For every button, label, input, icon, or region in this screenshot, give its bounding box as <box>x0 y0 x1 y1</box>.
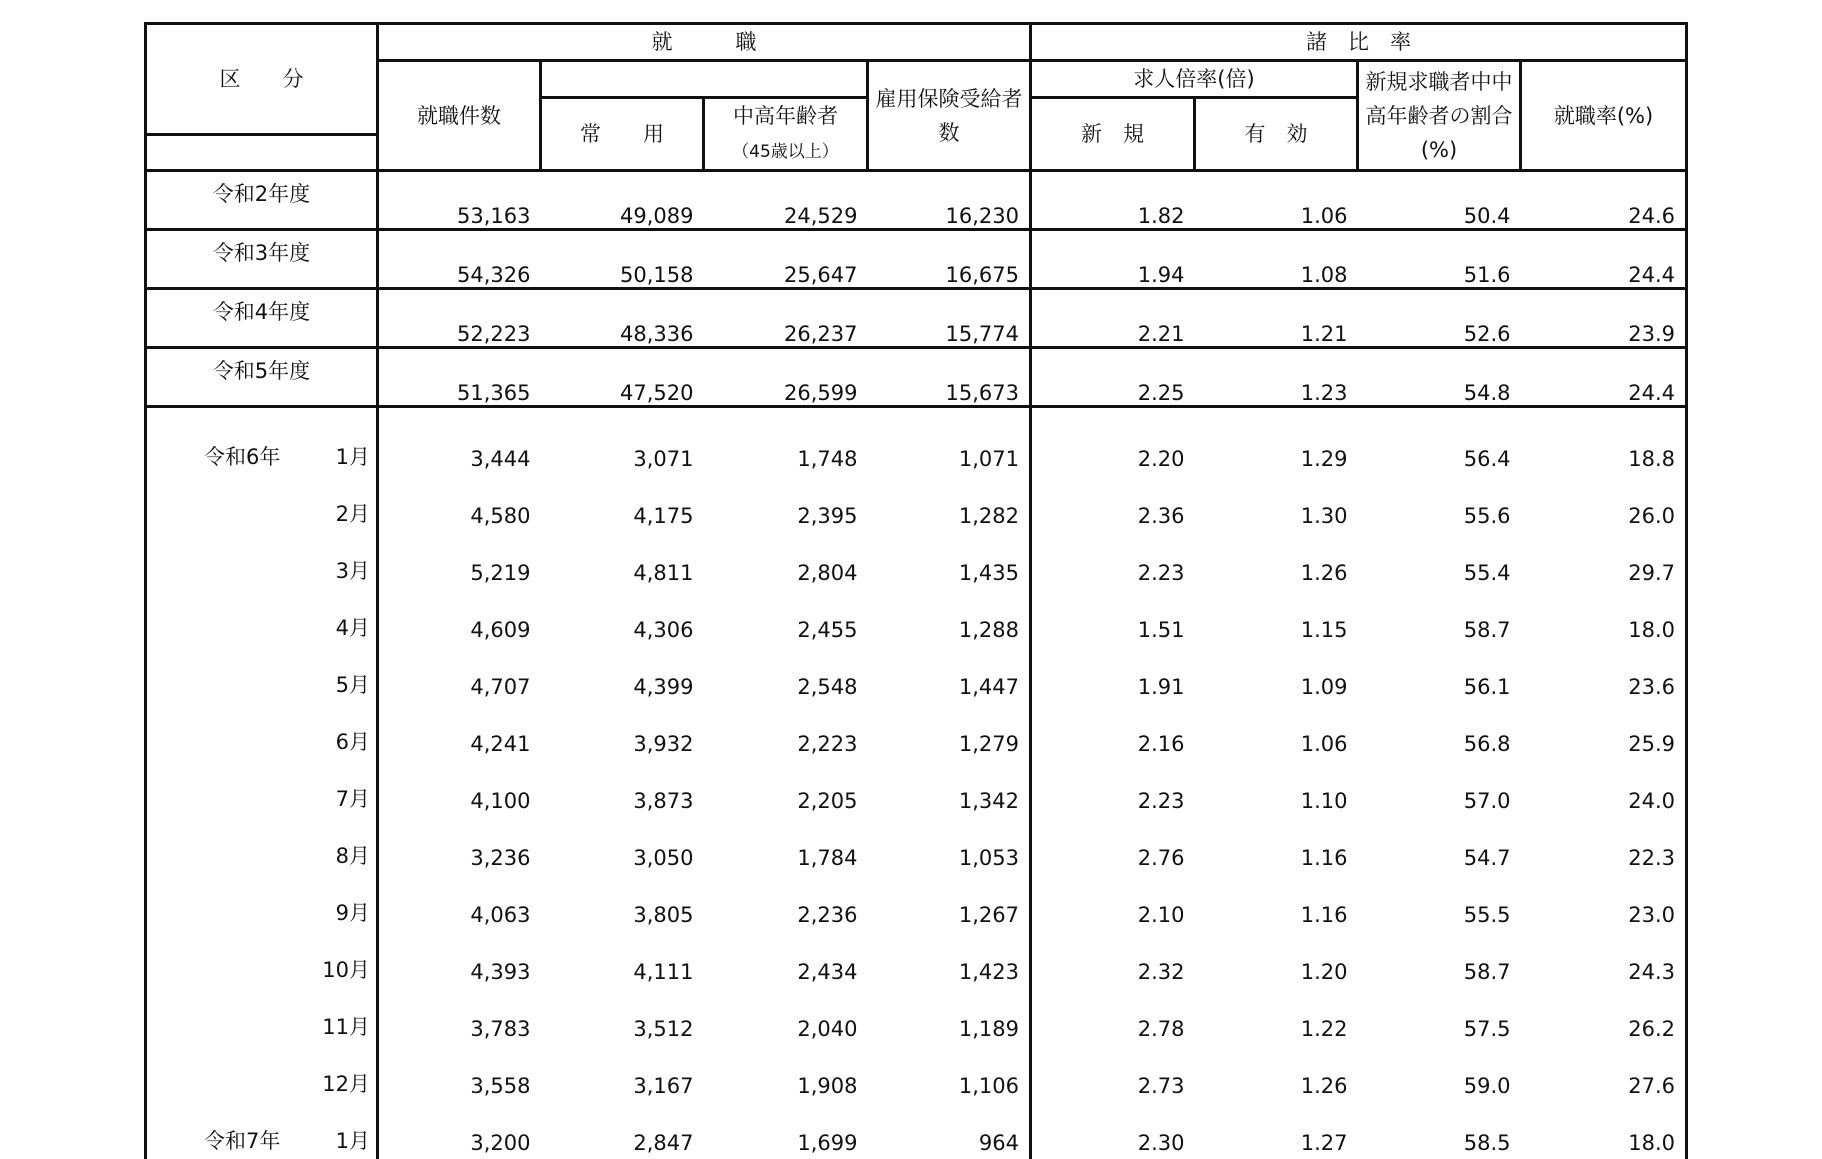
cell-value: 3,071 <box>541 418 704 475</box>
cell-value: 2,847 <box>541 1102 704 1159</box>
spacer-cell <box>704 407 868 419</box>
row-label: 令和4年度 <box>146 289 378 348</box>
cell-value: 1,071 <box>868 418 1031 475</box>
cell-value: 58.7 <box>1358 931 1521 988</box>
cell-value: 1.15 <box>1195 589 1358 646</box>
cell-value: 2,455 <box>704 589 868 646</box>
row-month: 5月 <box>336 669 370 699</box>
employment-statistics-table-container <box>144 22 1685 1086</box>
cell-value: 4,306 <box>541 589 704 646</box>
cell-value: 4,399 <box>541 646 704 703</box>
spacer-cell <box>541 407 704 419</box>
cell-value: 24.0 <box>1521 760 1687 817</box>
spacer-cell <box>1031 407 1195 419</box>
cell-value: 3,932 <box>541 703 704 760</box>
header-placements: 就職件数 <box>378 61 541 171</box>
cell-value: 4,609 <box>378 589 541 646</box>
cell-value: 51.6 <box>1358 230 1521 289</box>
row-month: 4月 <box>336 612 370 642</box>
cell-value: 3,050 <box>541 817 704 874</box>
row-label <box>146 589 378 646</box>
cell-value: 964 <box>868 1102 1031 1159</box>
cell-value: 18.0 <box>1521 589 1687 646</box>
cell-value: 1.16 <box>1195 874 1358 931</box>
cell-value: 15,673 <box>868 348 1031 407</box>
row-label <box>146 931 378 988</box>
cell-value: 1,447 <box>868 646 1031 703</box>
month-row <box>146 817 1687 874</box>
row-month: 1月 <box>336 1125 370 1155</box>
cell-value: 2,804 <box>704 532 868 589</box>
header-category: 区 分 <box>146 24 378 135</box>
row-month: 1月 <box>336 441 370 471</box>
cell-value: 2.78 <box>1031 988 1195 1045</box>
cell-value: 27.6 <box>1521 1045 1687 1102</box>
cell-value: 2.30 <box>1031 1102 1195 1159</box>
cell-value: 53,163 <box>378 171 541 230</box>
row-label <box>146 817 378 874</box>
spacer-cell <box>1358 407 1521 419</box>
cell-value: 25.9 <box>1521 703 1687 760</box>
cell-value: 51,365 <box>378 348 541 407</box>
cell-value: 4,393 <box>378 931 541 988</box>
cell-value: 2.76 <box>1031 817 1195 874</box>
spacer-row <box>146 407 1687 419</box>
row-label <box>146 703 378 760</box>
spacer-cell <box>378 407 541 419</box>
cell-value: 24.4 <box>1521 348 1687 407</box>
cell-value: 1.91 <box>1031 646 1195 703</box>
cell-value: 1,342 <box>868 760 1031 817</box>
cell-value: 2.32 <box>1031 931 1195 988</box>
cell-value: 24.4 <box>1521 230 1687 289</box>
year-row <box>146 230 1687 289</box>
cell-value: 1.26 <box>1195 1045 1358 1102</box>
cell-value: 2,434 <box>704 931 868 988</box>
header-category-spacer <box>146 134 378 171</box>
cell-value: 1,784 <box>704 817 868 874</box>
cell-value: 1,288 <box>868 589 1031 646</box>
cell-value: 1.30 <box>1195 475 1358 532</box>
cell-value: 1,748 <box>704 418 868 475</box>
month-row <box>146 931 1687 988</box>
header-middle-aged-note: （45歳以上） <box>732 142 839 162</box>
header-new: 新 規 <box>1031 98 1195 171</box>
cell-value: 24.3 <box>1521 931 1687 988</box>
cell-value: 57.5 <box>1358 988 1521 1045</box>
row-label <box>146 988 378 1045</box>
year-row <box>146 289 1687 348</box>
cell-value: 4,241 <box>378 703 541 760</box>
row-era: 令和7年 <box>204 1125 280 1155</box>
cell-value: 3,873 <box>541 760 704 817</box>
cell-value: 4,707 <box>378 646 541 703</box>
cell-value: 2.23 <box>1031 532 1195 589</box>
row-month: 11月 <box>322 1011 370 1041</box>
cell-value: 2.73 <box>1031 1045 1195 1102</box>
cell-value: 2,548 <box>704 646 868 703</box>
header-middle-aged-label: 中高年齢者 <box>705 99 866 133</box>
cell-value: 54.8 <box>1358 348 1521 407</box>
cell-value: 1.08 <box>1195 230 1358 289</box>
row-label <box>146 646 378 703</box>
table-body <box>146 171 1687 1159</box>
month-row <box>146 1102 1687 1159</box>
cell-value: 55.5 <box>1358 874 1521 931</box>
year-row <box>146 171 1687 230</box>
header-job-offer-ratio: 求人倍率(倍) <box>1031 61 1358 98</box>
cell-value: 1.22 <box>1195 988 1358 1045</box>
cell-value: 1.29 <box>1195 418 1358 475</box>
cell-value: 23.6 <box>1521 646 1687 703</box>
cell-value: 52,223 <box>378 289 541 348</box>
cell-value: 58.7 <box>1358 589 1521 646</box>
cell-value: 55.4 <box>1358 532 1521 589</box>
row-label: 令和2年度 <box>146 171 378 230</box>
cell-value: 57.0 <box>1358 760 1521 817</box>
cell-value: 25,647 <box>704 230 868 289</box>
cell-value: 3,200 <box>378 1102 541 1159</box>
cell-value: 2.16 <box>1031 703 1195 760</box>
cell-value: 3,558 <box>378 1045 541 1102</box>
cell-value: 4,175 <box>541 475 704 532</box>
cell-value: 1,053 <box>868 817 1031 874</box>
cell-value: 1.21 <box>1195 289 1358 348</box>
cell-value: 1.27 <box>1195 1102 1358 1159</box>
cell-value: 24,529 <box>704 171 868 230</box>
header-placement-rate: 就職率(%) <box>1521 61 1687 171</box>
cell-value: 4,811 <box>541 532 704 589</box>
header-regular: 常 用 <box>541 98 704 171</box>
cell-value: 1.09 <box>1195 646 1358 703</box>
month-row <box>146 988 1687 1045</box>
row-month: 10月 <box>322 954 370 984</box>
month-row <box>146 418 1687 475</box>
header-employment-group: 就 職 <box>378 24 1031 61</box>
table-header <box>146 24 1687 171</box>
cell-value: 2.21 <box>1031 289 1195 348</box>
row-month: 6月 <box>336 726 370 756</box>
cell-value: 50,158 <box>541 230 704 289</box>
cell-value: 3,236 <box>378 817 541 874</box>
row-label <box>146 760 378 817</box>
spacer-cell <box>1521 407 1687 419</box>
month-row <box>146 646 1687 703</box>
row-label <box>146 1102 378 1159</box>
cell-value: 1,267 <box>868 874 1031 931</box>
cell-value: 23.9 <box>1521 289 1687 348</box>
cell-value: 58.5 <box>1358 1102 1521 1159</box>
cell-value: 59.0 <box>1358 1045 1521 1102</box>
cell-value: 3,512 <box>541 988 704 1045</box>
cell-value: 22.3 <box>1521 817 1687 874</box>
spacer-cell <box>868 407 1031 419</box>
cell-value: 2,223 <box>704 703 868 760</box>
cell-value: 26,237 <box>704 289 868 348</box>
cell-value: 2.36 <box>1031 475 1195 532</box>
cell-value: 24.6 <box>1521 171 1687 230</box>
row-label <box>146 874 378 931</box>
cell-value: 2.20 <box>1031 418 1195 475</box>
cell-value: 1.06 <box>1195 703 1358 760</box>
cell-value: 1.94 <box>1031 230 1195 289</box>
cell-value: 1.06 <box>1195 171 1358 230</box>
month-row <box>146 760 1687 817</box>
cell-value: 2,205 <box>704 760 868 817</box>
row-month: 7月 <box>336 783 370 813</box>
cell-value: 1,699 <box>704 1102 868 1159</box>
header-middle-aged <box>704 98 868 171</box>
cell-value: 29.7 <box>1521 532 1687 589</box>
cell-value: 16,675 <box>868 230 1031 289</box>
cell-value: 2.23 <box>1031 760 1195 817</box>
cell-value: 55.6 <box>1358 475 1521 532</box>
row-month: 2月 <box>336 498 370 528</box>
row-label <box>146 475 378 532</box>
cell-value: 3,444 <box>378 418 541 475</box>
cell-value: 16,230 <box>868 171 1031 230</box>
cell-value: 56.8 <box>1358 703 1521 760</box>
month-row <box>146 475 1687 532</box>
row-era: 令和6年 <box>204 441 280 471</box>
cell-value: 26,599 <box>704 348 868 407</box>
cell-value: 1.23 <box>1195 348 1358 407</box>
cell-value: 1.51 <box>1031 589 1195 646</box>
row-label <box>146 532 378 589</box>
cell-value: 3,783 <box>378 988 541 1045</box>
cell-value: 49,089 <box>541 171 704 230</box>
cell-value: 15,774 <box>868 289 1031 348</box>
row-label: 令和5年度 <box>146 348 378 407</box>
cell-value: 56.1 <box>1358 646 1521 703</box>
cell-value: 1,908 <box>704 1045 868 1102</box>
cell-value: 2.10 <box>1031 874 1195 931</box>
cell-value: 26.2 <box>1521 988 1687 1045</box>
row-month: 8月 <box>336 840 370 870</box>
cell-value: 47,520 <box>541 348 704 407</box>
cell-value: 4,111 <box>541 931 704 988</box>
header-active: 有 効 <box>1195 98 1358 171</box>
cell-value: 1.10 <box>1195 760 1358 817</box>
cell-value: 2,395 <box>704 475 868 532</box>
cell-value: 48,336 <box>541 289 704 348</box>
cell-value: 3,805 <box>541 874 704 931</box>
row-month: 3月 <box>336 555 370 585</box>
cell-value: 1,279 <box>868 703 1031 760</box>
spacer-cell <box>146 407 378 419</box>
cell-value: 1.82 <box>1031 171 1195 230</box>
cell-value: 4,063 <box>378 874 541 931</box>
row-label <box>146 418 378 475</box>
cell-value: 4,580 <box>378 475 541 532</box>
month-row <box>146 1045 1687 1102</box>
row-month: 12月 <box>322 1068 370 1098</box>
month-row <box>146 589 1687 646</box>
cell-value: 56.4 <box>1358 418 1521 475</box>
header-new-middle-share: 新規求職者中中高年齢者の割合(%) <box>1358 61 1521 171</box>
cell-value: 1,435 <box>868 532 1031 589</box>
cell-value: 18.8 <box>1521 418 1687 475</box>
cell-value: 52.6 <box>1358 289 1521 348</box>
cell-value: 18.0 <box>1521 1102 1687 1159</box>
cell-value: 2,236 <box>704 874 868 931</box>
cell-value: 1,282 <box>868 475 1031 532</box>
cell-value: 50.4 <box>1358 171 1521 230</box>
cell-value: 3,167 <box>541 1045 704 1102</box>
month-row <box>146 703 1687 760</box>
employment-statistics-table <box>144 22 1688 1159</box>
cell-value: 1.20 <box>1195 931 1358 988</box>
row-label <box>146 1045 378 1102</box>
cell-value: 1,106 <box>868 1045 1031 1102</box>
cell-value: 1.16 <box>1195 817 1358 874</box>
row-label: 令和3年度 <box>146 230 378 289</box>
cell-value: 2.25 <box>1031 348 1195 407</box>
header-blank <box>541 61 868 98</box>
cell-value: 1,423 <box>868 931 1031 988</box>
cell-value: 54.7 <box>1358 817 1521 874</box>
spacer-cell <box>1195 407 1358 419</box>
cell-value: 23.0 <box>1521 874 1687 931</box>
header-ratios-group: 諸 比 率 <box>1031 24 1687 61</box>
month-row <box>146 532 1687 589</box>
cell-value: 4,100 <box>378 760 541 817</box>
cell-value: 1.26 <box>1195 532 1358 589</box>
cell-value: 26.0 <box>1521 475 1687 532</box>
cell-value: 54,326 <box>378 230 541 289</box>
header-insured: 雇用保険受給者数 <box>868 61 1031 171</box>
year-row <box>146 348 1687 407</box>
row-month: 9月 <box>336 897 370 927</box>
cell-value: 5,219 <box>378 532 541 589</box>
month-row <box>146 874 1687 931</box>
cell-value: 2,040 <box>704 988 868 1045</box>
cell-value: 1,189 <box>868 988 1031 1045</box>
